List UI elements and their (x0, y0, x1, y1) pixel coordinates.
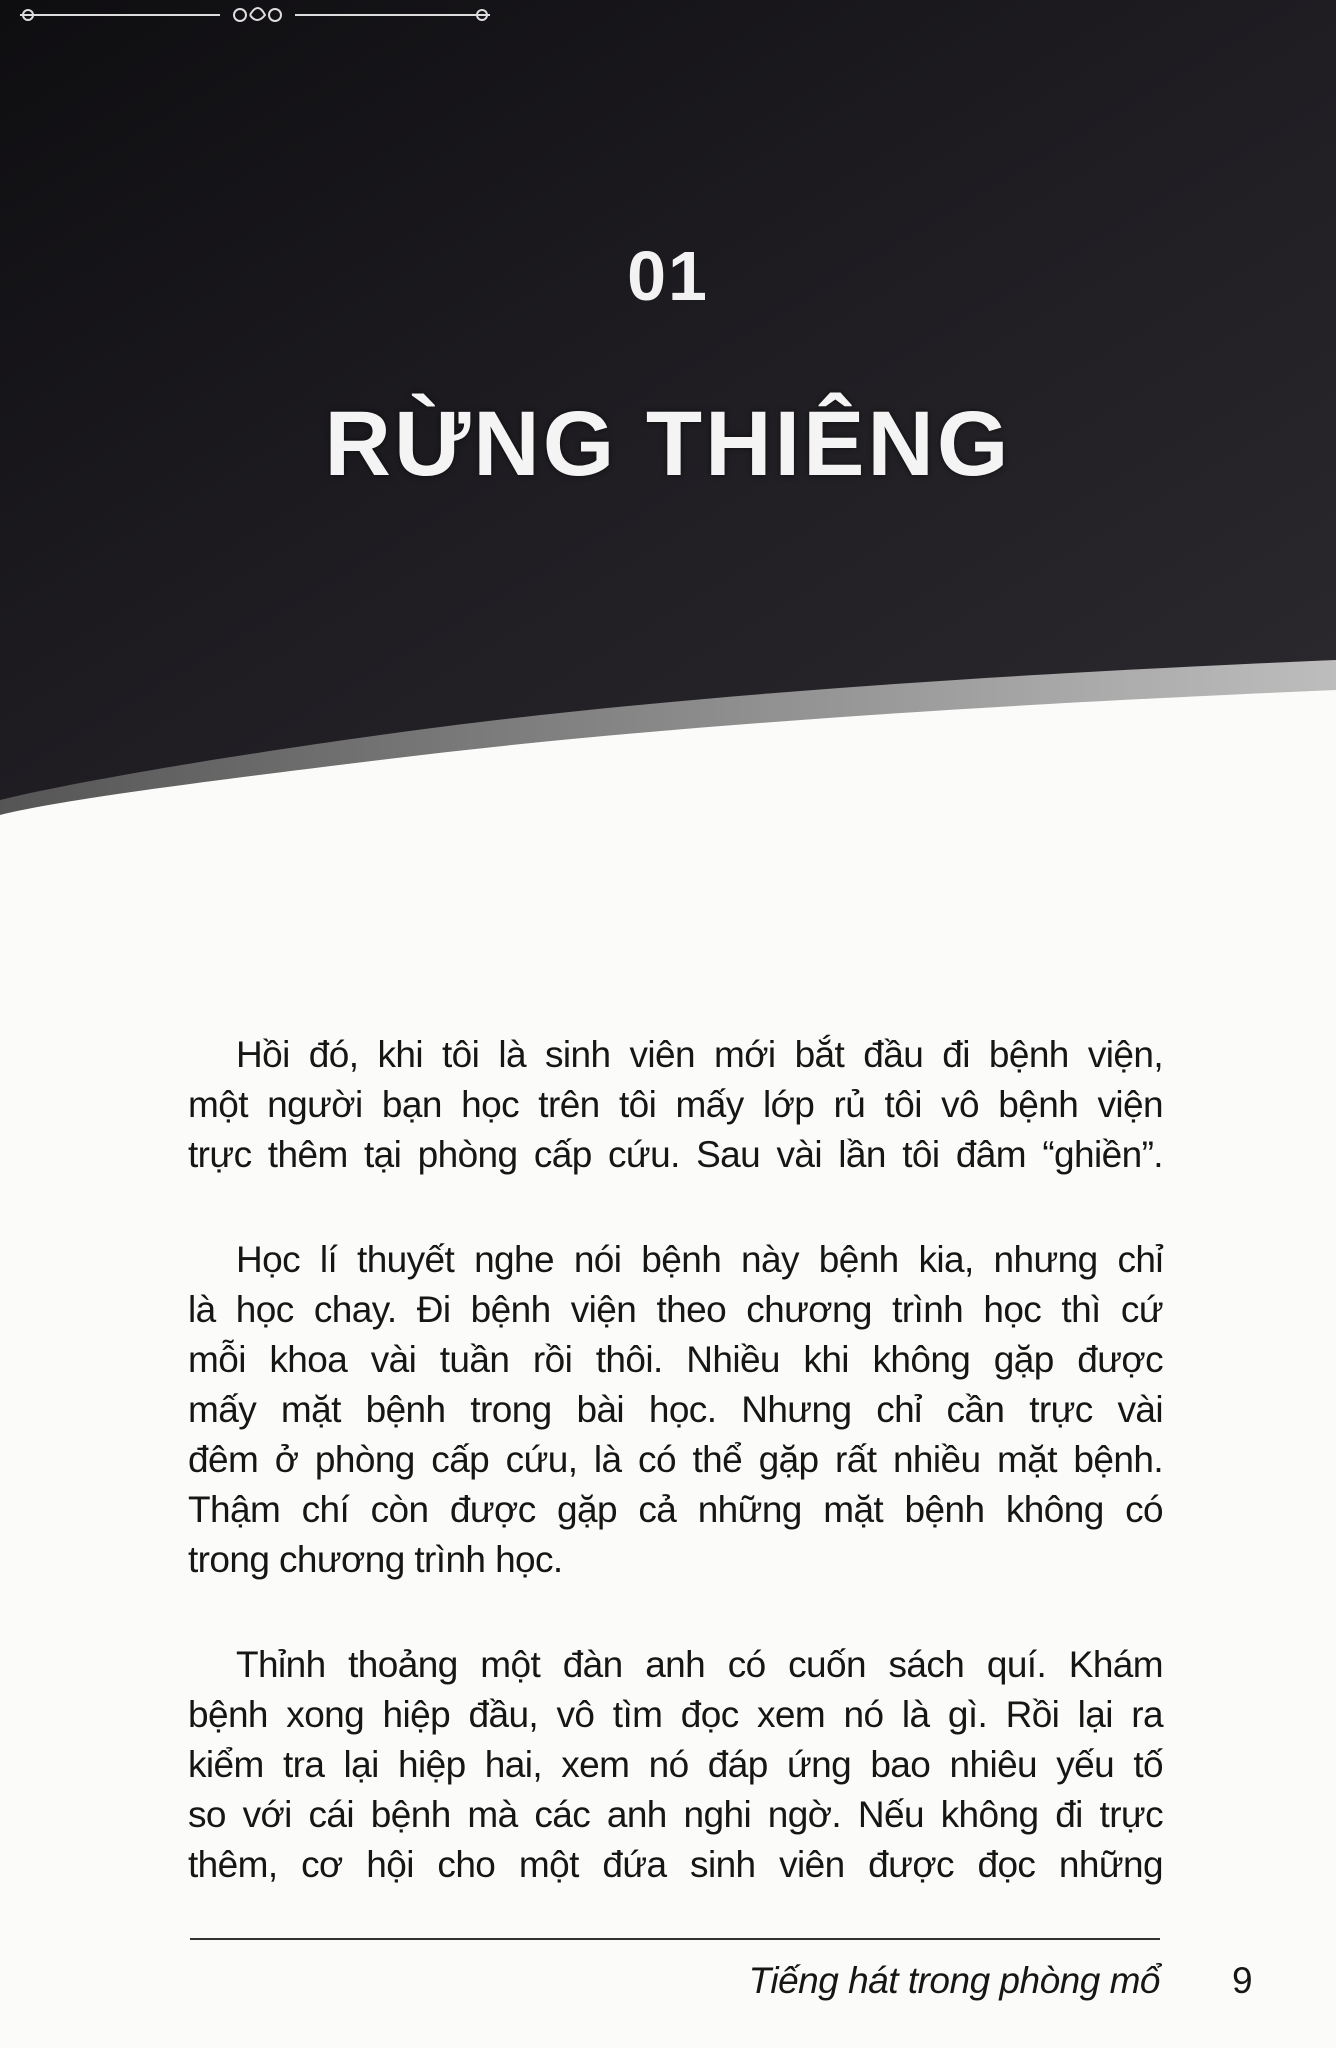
text-line: so với cái bệnh mà các anh nghi ngờ. Nếu không đi trực (188, 1794, 1163, 1835)
text-line: thêm, cơ hội cho một đứa sinh viên được đọc những (188, 1844, 1163, 1885)
text-line: Thỉnh thoảng một đàn anh có cuốn sách quí. Khám (236, 1644, 1163, 1685)
text-line: Học lí thuyết nghe nói bệnh này bệnh kia, nhưng chỉ (236, 1239, 1163, 1280)
text-line: trong chương trình học. (188, 1539, 563, 1580)
text-line: Thậm chí còn được gặp cả những mặt bệnh không có (188, 1489, 1163, 1530)
text-line: kiểm tra lại hiệp hai, xem nó đáp ứng bao nhiêu yếu tố (188, 1744, 1163, 1785)
text-line: trực thêm tại phòng cấp cứu. Sau vài lần tôi đâm “ghiền”. (188, 1134, 1163, 1175)
body-text (188, 1030, 1163, 1945)
footer-book-title: Tiếng hát trong phòng mổ (748, 1960, 1160, 2001)
chapter-header (0, 0, 1336, 820)
text-line: một người bạn học trên tôi mấy lớp rủ tôi vô bệnh viện (188, 1084, 1163, 1125)
paragraph (188, 1030, 1163, 1180)
page-number: 9 (1232, 1960, 1253, 2001)
ornament-divider-icon (0, 0, 515, 30)
text-line: bệnh xong hiệp đầu, vô tìm đọc xem nó là gì. Rồi lại ra (188, 1694, 1163, 1735)
chapter-title: RỪNG THIÊNG (324, 393, 1012, 495)
paragraph (188, 1640, 1163, 1890)
text-line: mỗi khoa vài tuần rồi thôi. Nhiều khi không gặp được (188, 1339, 1163, 1380)
chapter-number: 01 (627, 237, 709, 315)
footer-rule (190, 1938, 1160, 1940)
paragraph (188, 1235, 1163, 1585)
text-line: Hồi đó, khi tôi là sinh viên mới bắt đầu đi bệnh viện, (236, 1034, 1163, 1075)
text-line: đêm ở phòng cấp cứu, là có thể gặp rất nhiều mặt bệnh. (188, 1439, 1163, 1480)
text-line: mấy mặt bệnh trong bài học. Nhưng chỉ cần trực vài (188, 1389, 1163, 1430)
text-line: là học chay. Đi bệnh viện theo chương trình học thì cứ (188, 1289, 1163, 1330)
